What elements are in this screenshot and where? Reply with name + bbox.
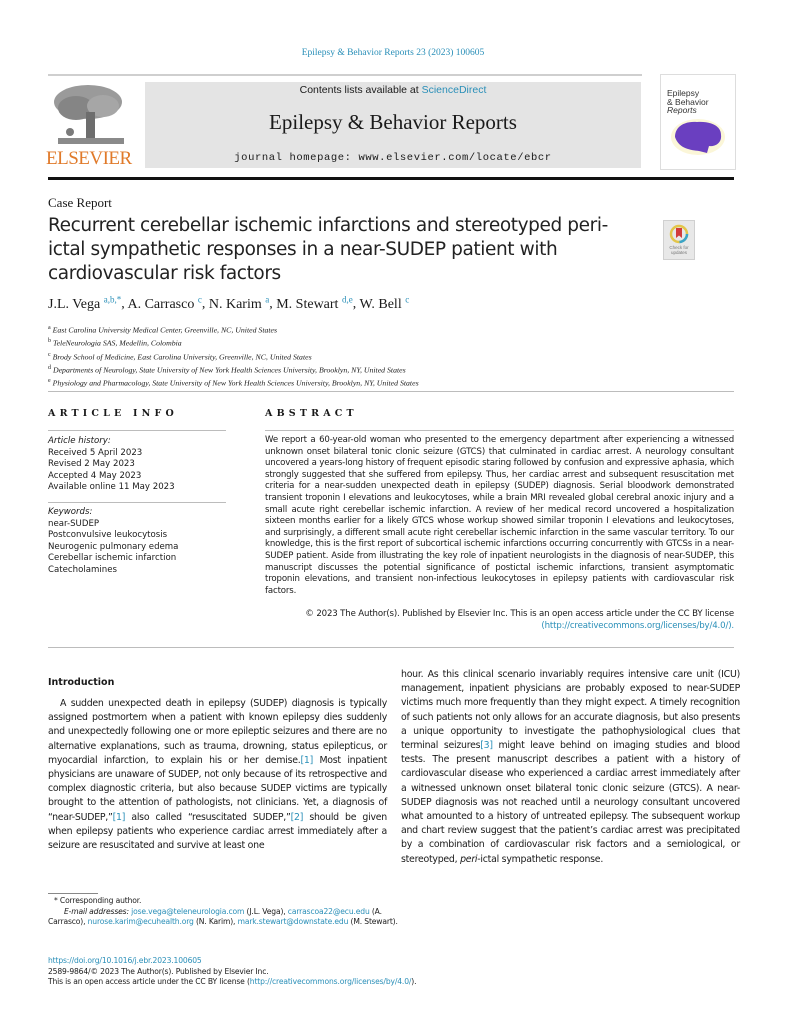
abstract-body: We report a 60-year-old woman who presented to the emergency department after experiencing a witnessed unknown onset bilateral tonic clonic seizure (GTCS) that culminated in cardiac arrest. A neurology consultant uncovered a years-long history of frequent episodic staring followed by confusion and expressive aphasia, which strongly suggested that she suffered from epilepsy. Thus, her cardiac arrest and subsequent resuscitation met criteria for a near-sudden unexpected death in epilepsy (SUDEP) diagnosis. Serial bloodwork demonstrated transient troponin I elevations and leukocytoses, while a brain MRI revealed global cerebral anoxic injury and a small acute right cerebellar ischemic infarction. A review of her medical record uncovered a hospitalization sixteen months earlier for a likely GTCS whose workup showed similar troponin I elevations and leukocytoses, and surprisingly, a different small acute right cerebellar ischemic infarction in the same vascular territory. To our knowledge, this is the first report of subcortical ischemic infarctions occurring concurrently with GTCSs in a near-SUDEP patient. Aside from illustrating the key role of inpatient neurologists in the diagnosis of near-SUDEP, this manuscript discusses the potential significance of postictal ischemic infarctions, transient asymptomatic troponin elevations, and transient non-infectious leukocytoses in epilepsy patients with cardiovascular risk factors. (265, 435, 734, 596)
author[interactable]: J.L. Vega $^{a,b,*}$ (48, 294, 122, 312)
abstract-divider (265, 430, 734, 431)
license-link[interactable]: http://creativecommons.org/licenses/by/4.0/ (249, 977, 412, 987)
homepage-prefix: journal homepage: (234, 152, 359, 164)
contents-line (145, 84, 641, 96)
contents-prefix: Contents lists available at (299, 84, 422, 96)
author[interactable]: N. Karim $^a$ (208, 294, 270, 312)
citation-link[interactable]: [1] (300, 754, 313, 766)
affiliation: $^e$ Physiology and Pharmacology, State University of New York Health Sciences University, Brooklyn, NY, United States (48, 378, 419, 388)
keyword: near-SUDEP (48, 518, 100, 529)
corresponding-author-note: * Corresponding author. (54, 896, 142, 905)
affiliation: $^c$ Brody School of Medicine, East Carolina University, Greenville, NC, United States (48, 351, 312, 362)
footnotes (48, 896, 398, 928)
history-item: Accepted 4 May 2023 (48, 470, 142, 481)
keyword: Neurogenic pulmonary edema (48, 541, 179, 552)
author[interactable]: A. Carrasco $^c$ (127, 294, 202, 312)
abstract-heading: ABSTRACT (265, 408, 358, 419)
article-title: Recurrent cerebellar ischemic infarctions and stereotyped peri-ictal sympathetic responses in a near-SUDEP patient with cardiovascular risk factors (48, 215, 608, 284)
affiliations (48, 323, 419, 389)
crossmark-icon (669, 224, 689, 244)
journal-name: Epilepsy & Behavior Reports (269, 110, 517, 134)
article-info-divider (48, 430, 226, 431)
email-addresses: E-mail addresses: jose.vega@teleneurologia.com (J.L. Vega), carrascoa22@ecu.edu (A. Carrasco), nurose.karim@ecuhealth.org (N. Karim), mark.stewart@downstate.edu (M. Stewart). (48, 906, 398, 927)
journal-homepage (145, 152, 641, 164)
affiliation: $^b$ TeleNeurologia SAS, Medellin, Colombia (48, 338, 182, 348)
history-item: Available online 11 May 2023 (48, 482, 175, 493)
article-type: Case Report (48, 195, 112, 210)
running-head[interactable]: Epilepsy & Behavior Reports 23 (2023) 100605 (301, 48, 485, 58)
homepage-link[interactable]: www.elsevier.com/locate/ebcr (358, 152, 552, 164)
footnote-divider (48, 893, 98, 894)
author[interactable]: M. Stewart $^{d,e}$ (276, 294, 353, 312)
article-history (48, 436, 175, 494)
keyword: Cerebellar ischemic infarction (48, 553, 177, 564)
license-link[interactable]: (http://creativecommons.org/licenses/by/4.0/). (541, 620, 734, 631)
citation-link[interactable]: [2] (290, 811, 304, 823)
section-divider (48, 391, 734, 392)
sciencedirect-link[interactable]: ScienceDirect (421, 84, 487, 96)
keyword: Postconvulsive leukocytosis (48, 530, 168, 541)
copyright-line: © 2023 The Author(s). Published by Elsevier Inc. This is an open access article under the CC BY license (305, 609, 734, 619)
author[interactable]: W. Bell $^c$ (359, 294, 410, 312)
introduction-column-right: hour. As this clinical scenario invariably requires intensive care unit (ICU) management, inpatient physicians are probably exposed to near-SUDEP victims much more frequently than they might expect. A timely recognition of such patients not only allows for an accurate diagnosis, but also presents a unique opportunity to investigate the pathophysiological clues that terminal seizures[3] might leave behind on imaging studies and blood tests. The present manuscript describes a patient with a history of cardiovascular disease who experienced a cardiac arrest immediately after a witnessed unknown onset bilateral tonic clonic seizure (GTCS). A near-SUDEP diagnosis was not reached until a neurology consultant uncovered what amounted to a history of untreated epilepsy. The subsequent workup and chart review suggest that the patient’s cardiac arrest was precipitated by a combination of cardiovascular risk factors and a semiological, or stereotyped, peri-ictal sympathetic response. (401, 669, 741, 865)
keywords-label: Keywords: (48, 507, 93, 517)
check-for-updates-button[interactable] (663, 220, 695, 260)
affiliation: $^a$ East Carolina University Medical Center, Greenville, NC, United States (48, 325, 278, 335)
keyword: Catecholamines (48, 564, 117, 575)
author-list: J.L. Vega $^{a,b,*}$, A. Carrasco $^c$, N. Karim $^a$, M. Stewart $^{d,e}$, W. Bell $^c$ (48, 294, 410, 312)
keywords-divider (48, 502, 226, 503)
citation-link[interactable]: [1] (112, 811, 126, 823)
email-link[interactable]: carrascoa22@ecu.edu (287, 906, 370, 916)
top-divider (48, 74, 642, 76)
abstract-copyright (265, 609, 734, 632)
affiliation: $^d$ Departments of Neurology, State University of New York Health Sciences University, Brooklyn, NY, United States (48, 364, 406, 375)
email-link[interactable]: mark.stewart@downstate.edu (237, 917, 349, 927)
email-link[interactable]: nurose.karim@ecuhealth.org (87, 917, 194, 927)
cover-title-line: Epilepsy (667, 88, 700, 98)
history-item: Received 5 April 2023 (48, 447, 143, 458)
journal-cover-thumbnail[interactable] (660, 74, 736, 170)
introduction-column-left: A sudden unexpected death in epilepsy (SUDEP) diagnosis is typically assigned postmortem when a patient with known epilepsy dies suddenly and unexpectedly following one or more epileptic seizures and there are no alternative explanations, such as trauma, drowning, status epilepticus, or myocardial infarction, to explain his or her demise.[1] Most inpatient physicians are unaware of SUDEP, not only because of its retrospective and complex diagnostic criteria, but also because SUDEP victims are typically brought to the attention of pathologists, not clinicians. Yet, a diagnosis of “near-SUDEP,”[1] also called “resuscitated SUDEP,”[2] should be given when epilepsy patients who experience cardiac arrest immediately after a seizure are resuscitated and survive at least one (48, 698, 387, 852)
brain-icon (669, 117, 727, 159)
license-line: This is an open access article under the CC BY license (http://creativecommons.org/licenses/by/4.0/). (48, 977, 417, 987)
cover-title-line: Reports (667, 105, 697, 115)
doi-block (48, 956, 468, 988)
email-link[interactable]: jose.vega@teleneurologia.com (131, 906, 245, 916)
crossmark-label: Check for updates (669, 245, 689, 255)
history-label: Article history: (48, 436, 111, 446)
elsevier-wordmark: ELSEVIER (46, 148, 132, 169)
article-info-heading: ARTICLE INFO (48, 408, 178, 419)
header-rule (48, 177, 734, 180)
cover-title-line: & Behavior (667, 96, 709, 107)
keywords (48, 507, 178, 577)
issn-line: 2589-9864/© 2023 The Author(s). Published by Elsevier Inc. (48, 966, 269, 976)
citation-link[interactable]: [3] (480, 740, 493, 752)
history-item: Revised 2 May 2023 (48, 459, 135, 470)
section-divider (48, 647, 734, 648)
introduction-heading: Introduction (48, 677, 115, 688)
doi-link[interactable]: https://doi.org/10.1016/j.ebr.2023.100605 (48, 956, 202, 965)
